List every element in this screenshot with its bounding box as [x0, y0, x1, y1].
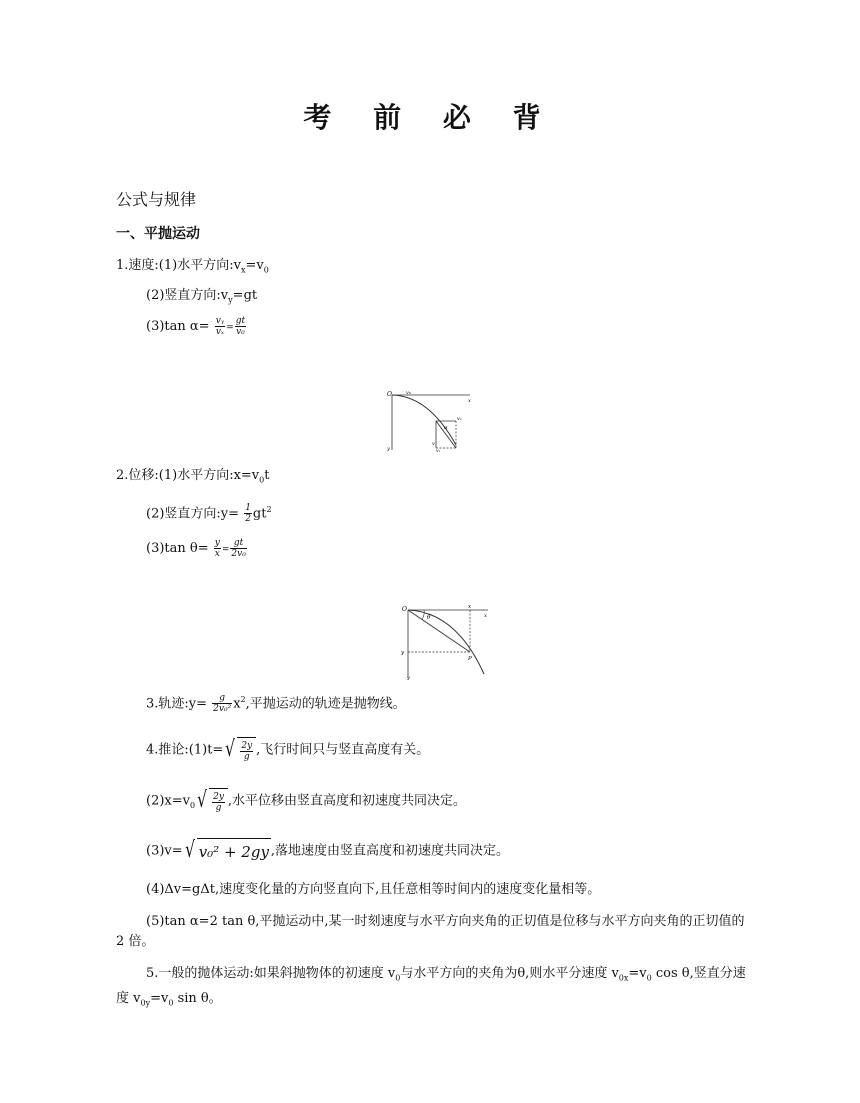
- inference-line-4: (4)Δv=gΔt,速度变化量的方向竖直向下,且任意相等时间内的速度变化量相等。: [146, 882, 601, 897]
- displacement-line-3: (3)tan θ= $\frac{y}{x}$ = $\frac{gt}{\text{2v₀}}$: [146, 538, 246, 559]
- diagram-label: P: [468, 656, 472, 662]
- displacement-line-1: 2.位移:(1)水平方向$:x=v_0t$: [116, 468, 270, 485]
- diagram-label: α: [444, 425, 448, 431]
- inference-line-3: (3)v= √ v₀² + 2gy ,落地速度由竖直高度和初速度共同决定。: [146, 838, 510, 863]
- fraction: $\frac{g}{\text{2v₀²}}$: [213, 693, 232, 715]
- fraction: $\frac{\text{vᵧ}}{\text{vₓ}}$: [215, 316, 225, 337]
- projectile-velocity-diagram: [384, 388, 474, 452]
- diagram-label: y: [401, 650, 405, 656]
- diagram-label: x: [468, 604, 472, 610]
- diagram-label: O: [402, 606, 407, 613]
- trajectory-line: 3.轨迹:y= $\frac{g}{\text{2v₀²}}$ $x^2$,平抛运动的轨迹是抛物线。: [146, 693, 406, 715]
- diagram-label: y: [407, 675, 410, 680]
- fraction: $\frac{gt}{\text{v₀}}$: [235, 316, 246, 337]
- fraction: $\frac{1}{2}$: [245, 503, 251, 525]
- oblique-projectile-paragraph: 5.一般的抛体运动:如果斜抛物体的初速度 $v_0$与水平方向的夹角为θ,则水平分速度 $v_{0x}=v_0$ cos θ,竖直分速度 $v_{0y}=v_0$ sin θ。: [116, 966, 746, 1008]
- fraction: $\frac{y}{x}$: [214, 538, 220, 559]
- diagram-label: x: [484, 613, 487, 619]
- inference-line-5: (5)tan α=2 tan θ,平抛运动中,某一时刻速度与水平方向夹角的正切值是位移与水平方向夹角的正切值的 2 倍。: [116, 914, 745, 949]
- square-root: √ v₀² + 2gy: [184, 838, 269, 863]
- inference-line-2: $(2)x=v_0$ √ $\frac{2y}{g}$ ,水平位移由竖直高度和初速度共同决定。: [146, 788, 467, 813]
- projectile-displacement-diagram: [398, 602, 490, 680]
- diagram-label: vᵧ: [436, 449, 441, 452]
- square-root: √ $\frac{2y}{g}$: [195, 788, 228, 814]
- square-root: √ $\frac{2y}{g}$: [223, 737, 256, 763]
- velocity-line-2: (2)竖直方向$:v_y=gt$: [146, 288, 258, 305]
- section-heading: 公式与规律: [116, 190, 197, 209]
- diagram-label: O: [387, 391, 392, 398]
- velocity-line-3: (3)tan α= $\frac{\text{vᵧ}}{\text{vₓ}}$ = $\frac{gt}{\text{v₀}}$: [146, 316, 246, 337]
- subsection-heading: 一、平抛运动: [116, 226, 200, 242]
- diagram-label: v₀: [406, 390, 411, 396]
- velocity-line-1: 1.速度:(1)水平方向$:v_x=v_0$: [116, 258, 269, 275]
- diagram-label: θ: [427, 615, 431, 621]
- diagram-label: y: [387, 446, 390, 452]
- diagram-label: vₓ: [457, 416, 462, 422]
- diagram-label: v: [432, 441, 435, 447]
- displacement-line-2: (2)竖直方向:y= $\frac{1}{2}$ $gt^2$: [146, 503, 272, 525]
- page-title: 考 前 必 背: [303, 101, 557, 134]
- fraction: $\frac{gt}{\text{2v₀}}$: [231, 538, 246, 559]
- inference-line-1: 4.推论:(1)t= √ $\frac{2y}{g}$ ,飞行时间只与竖直高度有关。: [146, 737, 430, 762]
- diagram-label: x: [468, 398, 471, 404]
